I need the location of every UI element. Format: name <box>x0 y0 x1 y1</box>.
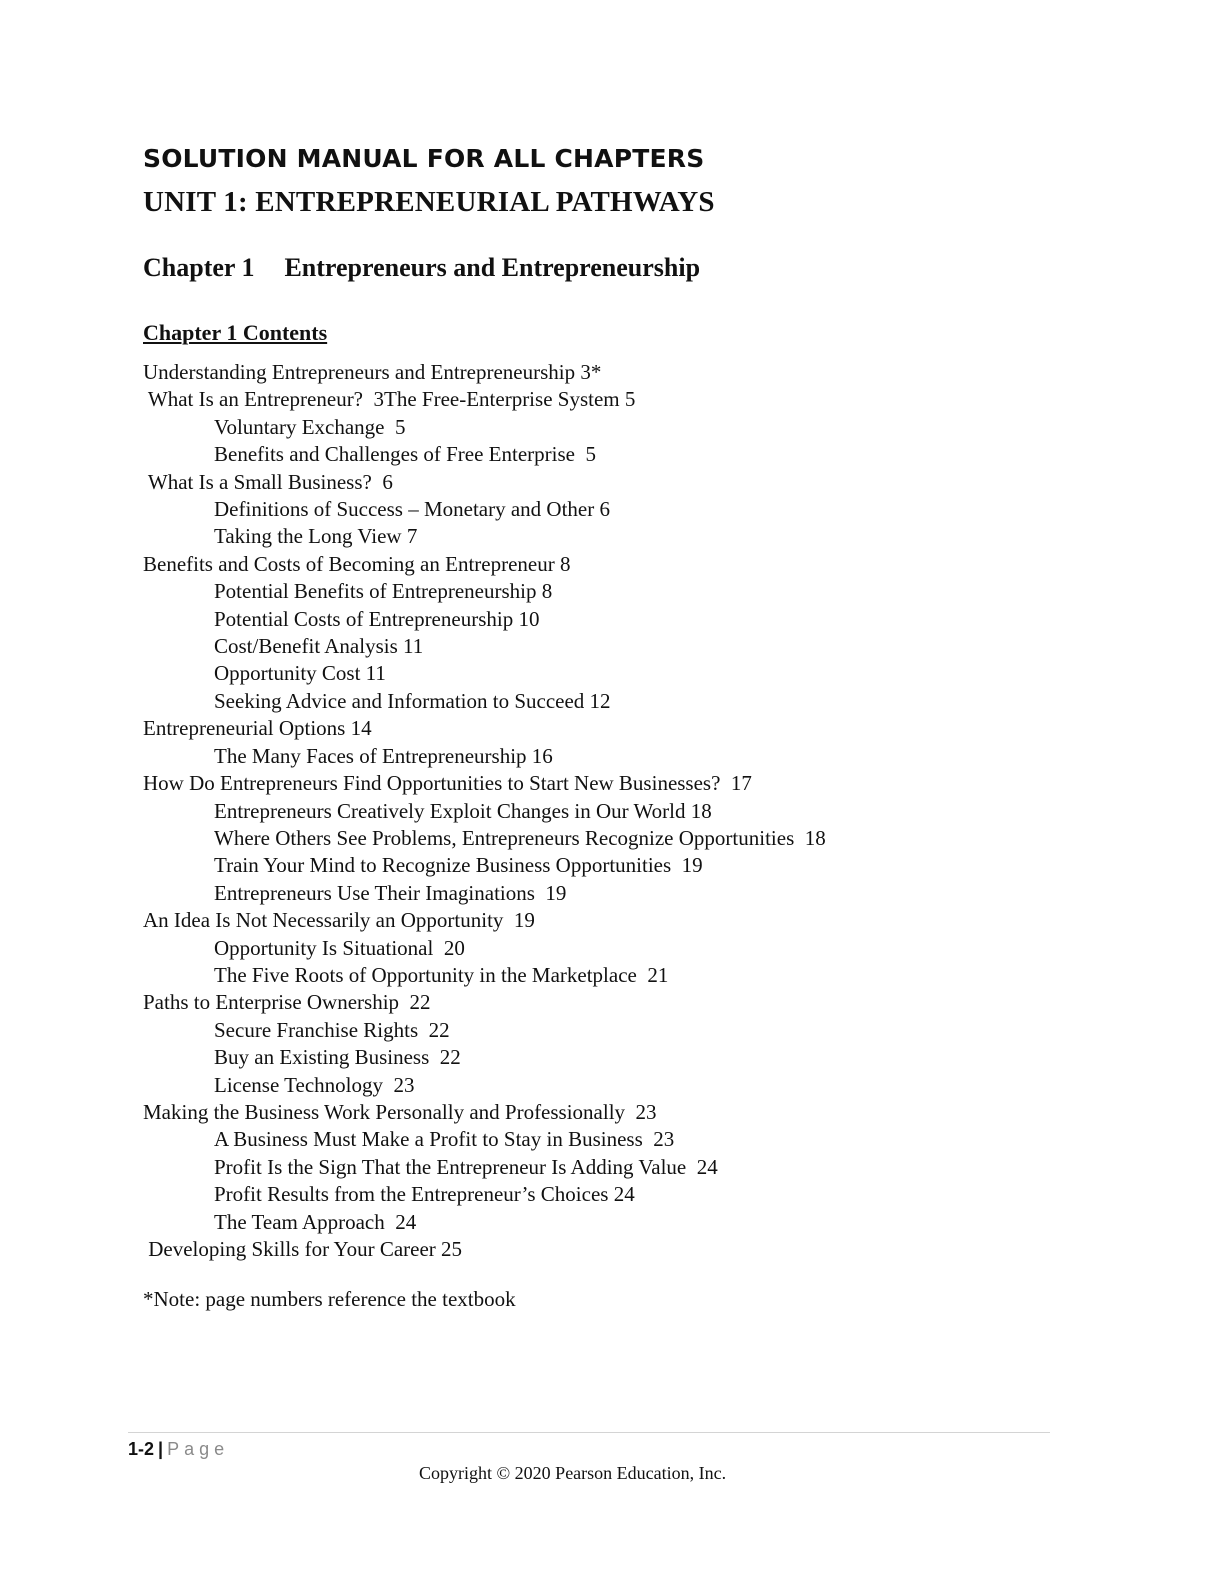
copyright-notice: Copyright © 2020 Pearson Education, Inc. <box>419 1463 727 1483</box>
toc-entry: What Is a Small Business? 6 <box>143 469 393 494</box>
toc-subentry: Profit Results from the Entrepreneur’s Choices 24 <box>214 1182 635 1207</box>
toc-subentry: The Many Faces of Entrepreneurship 16 <box>214 743 553 768</box>
toc-entry: Entrepreneurial Options 14 <box>143 716 372 741</box>
toc-subentry: Train Your Mind to Recognize Business Opportunities 19 <box>214 853 703 878</box>
toc-subentry: Benefits and Challenges of Free Enterprise 5 <box>214 442 596 467</box>
chapter-title <box>143 253 700 283</box>
toc-subentry: Profit Is the Sign That the Entrepreneur Is Adding Value 24 <box>214 1154 718 1179</box>
toc-subentry: The Five Roots of Opportunity in the Marketplace 21 <box>214 962 669 987</box>
toc-subentry: Definitions of Success – Monetary and Other 6 <box>214 497 610 522</box>
toc-entry: Paths to Enterprise Ownership 22 <box>143 990 431 1015</box>
toc-subentry: Opportunity Cost 11 <box>214 661 386 686</box>
toc-subentry: Entrepreneurs Creatively Exploit Changes in Our World 18 <box>214 798 712 823</box>
toc-subentry: Opportunity Is Situational 20 <box>214 935 465 960</box>
table-of-contents <box>143 359 826 1263</box>
footer-page-label <box>128 1439 229 1460</box>
toc-entry: Benefits and Costs of Becoming an Entrepreneur 8 <box>143 551 571 576</box>
toc-subentry: Potential Benefits of Entrepreneurship 8 <box>214 579 553 604</box>
footer-divider <box>128 1432 1050 1433</box>
contents-heading: Chapter 1 Contents <box>143 320 328 345</box>
toc-entry: Understanding Entrepreneurs and Entrepreneurship 3* <box>143 360 602 384</box>
unit-title: UNIT 1: ENTREPRENEURIAL PATHWAYS <box>143 186 715 218</box>
chapter-number: Chapter 1 <box>143 253 255 282</box>
footer-page-number: 1-2 <box>128 1439 155 1459</box>
page-reference-note: *Note: page numbers reference the textbook <box>143 1287 516 1311</box>
toc-entry: What Is an Entrepreneur? 3The Free-Enterprise System 5 <box>143 387 636 412</box>
chapter-name: Entrepreneurs and Entrepreneurship <box>284 253 701 282</box>
toc-subentry: Voluntary Exchange 5 <box>214 414 406 439</box>
toc-subentry: The Team Approach 24 <box>214 1209 417 1234</box>
toc-subentry: Taking the Long View 7 <box>214 524 418 549</box>
toc-entry: Making the Business Work Personally and Professionally 23 <box>143 1099 657 1124</box>
toc-subentry: Where Others See Problems, Entrepreneurs Recognize Opportunities 18 <box>214 825 826 850</box>
footer-page-word: Page <box>167 1439 230 1459</box>
toc-subentry: Cost/Benefit Analysis 11 <box>214 634 424 659</box>
toc-subentry: Buy an Existing Business 22 <box>214 1045 461 1070</box>
toc-entry: An Idea Is Not Necessarily an Opportunity 19 <box>143 908 535 933</box>
footer-separator: | <box>158 1439 164 1459</box>
toc-subentry: Secure Franchise Rights 22 <box>214 1017 450 1042</box>
toc-subentry: License Technology 23 <box>214 1072 415 1097</box>
toc-subentry: Potential Costs of Entrepreneurship 10 <box>214 606 540 631</box>
toc-subentry: A Business Must Make a Profit to Stay in Business 23 <box>214 1127 675 1152</box>
toc-subentry: Entrepreneurs Use Their Imaginations 19 <box>214 880 567 905</box>
solution-manual-banner: SOLUTION MANUAL FOR ALL CHAPTERS <box>143 144 705 173</box>
toc-entry: How Do Entrepreneurs Find Opportunities to Start New Businesses? 17 <box>143 771 752 796</box>
toc-entry: Developing Skills for Your Career 25 <box>143 1237 463 1261</box>
toc-subentry: Seeking Advice and Information to Succeed 12 <box>214 688 611 713</box>
